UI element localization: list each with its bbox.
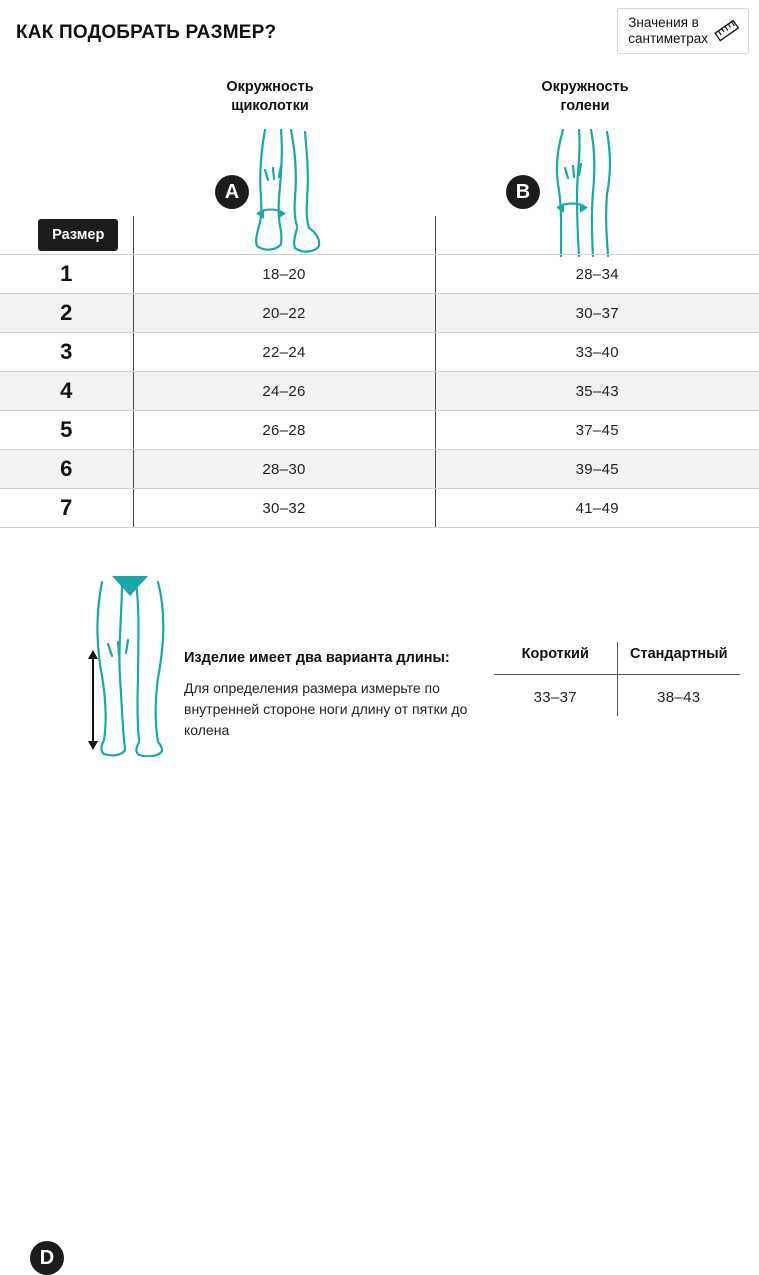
marker-d: D [30, 1241, 64, 1275]
table-row [0, 333, 759, 372]
marker-b: B [506, 175, 540, 209]
size-header-cell [0, 216, 133, 255]
ruler-icon [714, 18, 740, 44]
units-badge-line2: сантиметрах [628, 31, 708, 46]
row-calf: 39–45 [435, 450, 759, 489]
length-dimension-arrow-icon [86, 650, 100, 750]
row-calf: 41–49 [435, 489, 759, 528]
length-header-standard: Стандартный [617, 642, 740, 675]
table-row [0, 294, 759, 333]
bottom-section [0, 566, 759, 1269]
row-size: 4 [0, 372, 133, 411]
row-calf: 30–37 [435, 294, 759, 333]
size-table [0, 216, 759, 528]
size-table-body [0, 216, 759, 528]
row-ankle: 28–30 [133, 450, 435, 489]
ankle-header-cell [133, 216, 435, 255]
row-size: 1 [0, 255, 133, 294]
row-ankle: 18–20 [133, 255, 435, 294]
units-badge [617, 8, 749, 54]
ankle-caption-line1: Окружность [226, 79, 314, 95]
length-note-body: Для определения размера измерьте по внутренней стороне ноги длину от пятки до колена [184, 680, 468, 738]
units-badge-line1: Значения в [628, 15, 699, 30]
length-value-short: 33–37 [533, 689, 577, 706]
table-row [0, 450, 759, 489]
row-ankle: 22–24 [133, 333, 435, 372]
row-calf: 35–43 [435, 372, 759, 411]
length-value-standard: 38–43 [617, 675, 740, 717]
row-size: 5 [0, 411, 133, 450]
length-note-title: Изделие имеет два варианта длины: [184, 650, 450, 666]
ankle-column-caption [165, 78, 375, 116]
length-table-row [494, 675, 740, 717]
row-size: 2 [0, 294, 133, 333]
calf-caption-line2: голени [560, 98, 610, 114]
calf-caption-line1: Окружность [541, 79, 629, 95]
table-row [0, 489, 759, 528]
table-row [0, 411, 759, 450]
row-ankle: 20–22 [133, 294, 435, 333]
calf-column-caption [480, 78, 690, 116]
marker-a: A [215, 175, 249, 209]
calf-header-cell [435, 216, 759, 255]
row-size: 6 [0, 450, 133, 489]
row-calf: 28–34 [435, 255, 759, 294]
row-calf: 37–45 [435, 411, 759, 450]
length-table-header-row [494, 642, 740, 675]
size-table-header-row [0, 216, 759, 255]
units-badge-text [628, 15, 708, 47]
page-title: КАК ПОДОБРАТЬ РАЗМЕР? [16, 22, 277, 43]
ankle-caption-line2: щиколотки [231, 98, 309, 114]
row-size: 7 [0, 489, 133, 528]
table-row [0, 255, 759, 294]
row-calf: 33–40 [435, 333, 759, 372]
table-row [0, 372, 759, 411]
length-table [494, 642, 740, 716]
row-size: 3 [0, 333, 133, 372]
size-table-wrap [0, 216, 759, 528]
size-header-pill: Размер [38, 219, 118, 251]
row-ankle: 26–28 [133, 411, 435, 450]
row-ankle: 24–26 [133, 372, 435, 411]
length-header-short: Короткий [494, 642, 617, 675]
row-ankle: 30–32 [133, 489, 435, 528]
